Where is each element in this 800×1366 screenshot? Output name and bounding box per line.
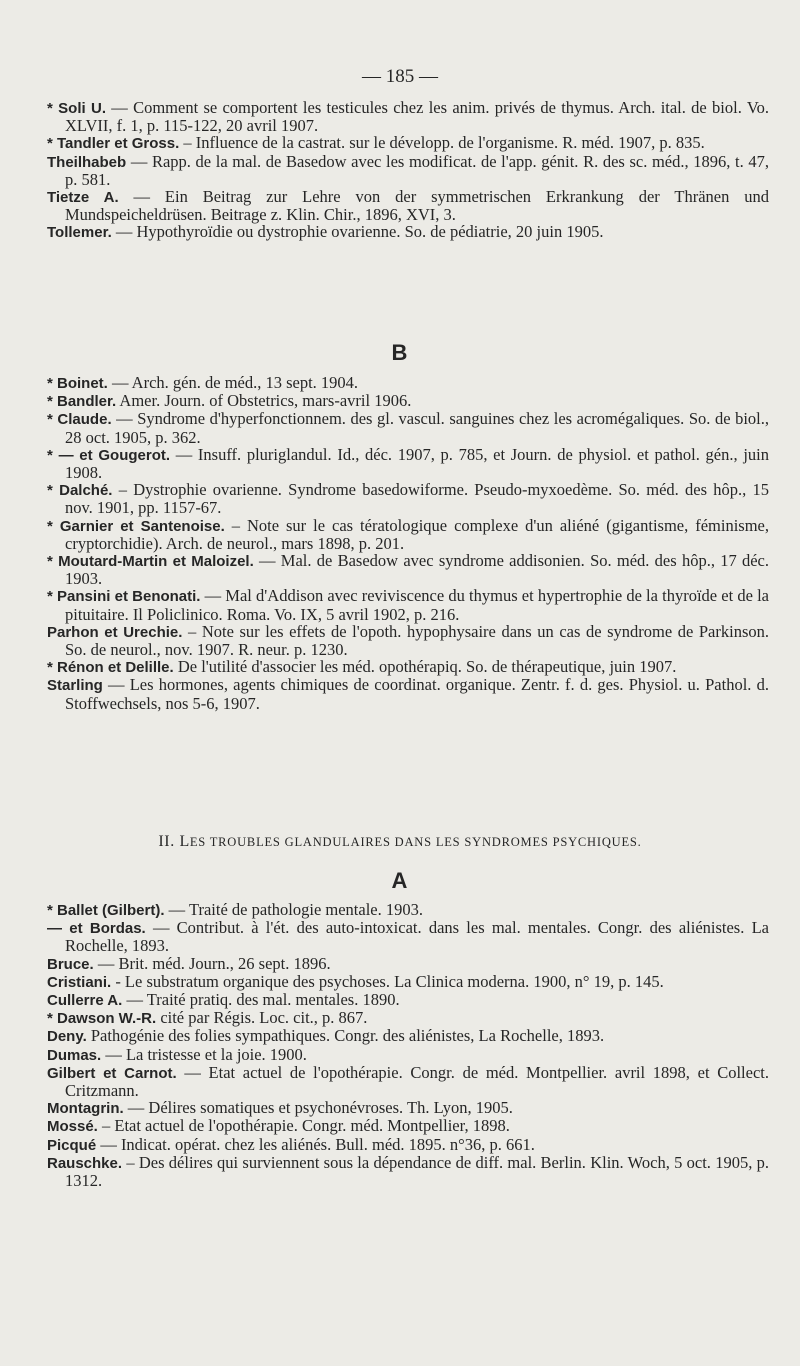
page-number: — 185 — xyxy=(362,66,438,87)
bibliography-entry xyxy=(47,901,769,919)
reference-text: Amer. Journ. of Obstetrics, mars-avril 1906. xyxy=(116,391,412,411)
bibliography-entry xyxy=(47,1099,769,1117)
author-name: * Pansini et Benonati. xyxy=(47,588,201,606)
author-name: Rauschke. xyxy=(47,1154,123,1172)
reference-text: — Délires somatiques et psychonévroses. Th. Lyon, 1905. xyxy=(123,1098,513,1118)
bibliography-entry xyxy=(47,446,769,481)
author-name: Mossé. xyxy=(47,1118,98,1136)
bibliography-entry xyxy=(47,658,769,676)
author-name: * Moutard-Martin et Maloizel. xyxy=(47,553,254,571)
author-name: * Soli U. xyxy=(47,100,106,117)
author-name: * Ballet (Gilbert). xyxy=(47,902,165,919)
reference-text: — Ein Beitrag zur Lehre von der symmetrischen Erkrankung der Thränen und Mundspeicheldrüsen. Beitrage z. Klin. Chir., 1896, XVI, 3. xyxy=(65,187,769,225)
reference-text: — Mal. de Basedow avec syndrome addisonien. So. méd. des hôp., 17 déc. 1903. xyxy=(65,551,769,589)
author-name: * Garnier et Santenoise. xyxy=(47,517,225,535)
reference-text: – Note sur les effets de l'opoth. hypophysaire dans un cas de syndrome de Parkinson. So. de neurol., nov. 1907. R. neur. p. 1230. xyxy=(65,621,770,660)
author-name: * Claude. xyxy=(47,411,112,429)
bibliography-entry xyxy=(47,991,769,1009)
author-name: * Dawson W.-R. xyxy=(47,1010,157,1028)
reference-text: — Syndrome d'hyperfonctionnem. des gl. vascul. sanguines chez les acromégaliques. So. de biol., 28 oct. 1905, p. 362. xyxy=(65,409,770,447)
bibliography-entry xyxy=(47,552,769,587)
author-name: Parhon et Urechie. xyxy=(47,623,183,641)
reference-text: — Contribut. à l'ét. des auto-intoxicat. dans les mal. mentales. Congr. des aliénistes. La Rochelle, 1893. xyxy=(65,918,769,956)
bibliography-entry xyxy=(47,1064,769,1099)
bibliography-entry xyxy=(47,1046,769,1064)
bibliography-entry xyxy=(47,1117,769,1135)
bibliography-entry xyxy=(47,392,769,410)
bibliography-entry xyxy=(47,1136,769,1154)
bibliography-entry xyxy=(47,623,769,658)
bibliography-entry xyxy=(47,153,769,188)
author-name: * Dalché. xyxy=(47,482,113,500)
bibliography-entry xyxy=(47,410,769,445)
bibliography-entry xyxy=(47,973,769,991)
reference-text: — Traité pratiq. des mal. mentales. 1890. xyxy=(122,990,400,1010)
section-number: II. xyxy=(158,833,175,850)
author-name: — et Bordas. xyxy=(47,920,146,938)
author-name: Gilbert et Carnot. xyxy=(47,1064,177,1082)
letter-heading-b: B xyxy=(391,340,409,365)
author-name: Cullerre A. xyxy=(47,992,123,1010)
reference-text: — Etat actuel de l'opothérapie. Congr. de méd. Montpellier. avril 1898, et Collect. Critzmann. xyxy=(65,1062,769,1101)
reference-text: — Rapp. de la mal. de Basedow avec les modificat. de l'app. génit. R. des sc. méd., 1896, t. 47, p. 581. xyxy=(65,151,769,189)
bibliography-entry xyxy=(47,1154,769,1189)
author-name: * — et Gougerot. xyxy=(47,446,171,464)
author-name: Theilhabeb xyxy=(47,153,127,171)
bibliography-entry xyxy=(47,1009,769,1027)
author-name: Starling xyxy=(47,677,103,695)
bibliography-entry xyxy=(47,919,769,954)
author-name: Cristiani. xyxy=(47,973,112,991)
reference-text: – Influence de la castrat. sur le développ. de l'organisme. R. méd. 1907, p. 835. xyxy=(179,133,705,153)
author-name: Bruce. xyxy=(47,955,94,973)
bibliography-entry xyxy=(47,374,769,392)
section-title-first-letter: L xyxy=(179,833,190,850)
reference-text: — Arch. gén. de méd., 13 sept. 1904. xyxy=(107,373,359,392)
author-name: * Boinet. xyxy=(47,375,108,392)
bibliography-entry xyxy=(47,223,769,241)
bibliography-entry xyxy=(47,676,769,711)
reference-text: – Etat actuel de l'opothérapie. Congr. méd. Montpellier, 1898. xyxy=(97,1116,510,1136)
bibliography-entry xyxy=(47,99,769,134)
reference-text: cité par Régis. Loc. cit., p. 867. xyxy=(156,1008,368,1028)
reference-text: — Hypothyroïdie ou dystrophie ovarienne. So. de pédiatrie, 20 juin 1905. xyxy=(111,222,604,242)
bibliography-entry xyxy=(47,517,769,552)
bibliography-entry xyxy=(47,955,769,973)
author-name: Dumas. xyxy=(47,1046,102,1064)
author-name: Tollemer. xyxy=(47,224,112,242)
bibliography-entry xyxy=(47,188,769,223)
reference-text: Pathogénie des folies sympathiques. Congr. des aliénistes, La Rochelle, 1893. xyxy=(86,1026,605,1046)
bibliography-entry xyxy=(47,134,769,152)
section-title-text: ES TROUBLES GLANDULAIRES DANS LES SYNDROMES PSYCHIQUES. xyxy=(189,835,642,849)
bibliography-block-1 xyxy=(47,99,769,242)
reference-text: — Traité de pathologie mentale. 1903. xyxy=(164,900,423,919)
reference-text: — Insuff. pluriglandul. Id., déc. 1907, p. 785, et Journ. de physiol. et pathol. gén., juin 1908. xyxy=(65,444,769,483)
reference-text: - Le substratum organique des psychoses. La Clinica moderna. 1900, n° 19, p. 145. xyxy=(111,971,664,991)
bibliography-block-2 xyxy=(47,374,769,712)
bibliography-entry xyxy=(47,1027,769,1045)
author-name: * Tandler et Gross. xyxy=(47,135,180,153)
author-name: Picqué xyxy=(47,1136,97,1154)
author-name: * Bandler. xyxy=(47,393,117,411)
author-name: Montagrin. xyxy=(47,1100,124,1118)
reference-text: – Des délires qui surviennent sous la dépendance de diff. mal. Berlin. Klin. Woch, 5 oct. 1905, p. 1312. xyxy=(65,1152,769,1191)
reference-text: — Indicat. opérat. chez les aliénés. Bull. méd. 1895. n°36, p. 661. xyxy=(96,1134,535,1154)
reference-text: – Note sur le cas tératologique complexe d'un aliéné (gigantisme, féminisme, cryptorchidie). Arch. de neurol., mars 1898, p. 201. xyxy=(65,515,769,553)
reference-text: — La tristesse et la joie. 1900. xyxy=(101,1044,307,1064)
reference-text: De l'utilité d'associer les méd. opothérapiq. So. de thérapeutique, juin 1907. xyxy=(173,657,677,677)
bibliography-entry xyxy=(47,481,769,516)
author-name: Deny. xyxy=(47,1028,87,1046)
reference-text: — Mal d'Addison avec reviviscence du thymus et hypertrophie de la thyroïde et de la pituitaire. Il Policlinico. Roma. Vo. IX, 5 avril 1902, p. 216. xyxy=(65,586,769,624)
author-name: Tietze A. xyxy=(47,189,119,207)
author-name: * Rénon et Delille. xyxy=(47,659,174,677)
letter-heading-a: A xyxy=(391,868,409,893)
reference-text: – Dystrophie ovarienne. Syndrome basedowiforme. Pseudo-myxoedème. So. méd. des hôp., 15 nov. 1901, pp. 1157-67. xyxy=(65,480,769,518)
section-title xyxy=(0,833,800,851)
reference-text: — Les hormones, agents chimiques de coordinat. organique. Zentr. f. d. ges. Physiol. u. Pathol. d. Stoffwechsels, nos 5-6, 1907. xyxy=(65,675,769,713)
bibliography-block-3 xyxy=(47,901,769,1189)
reference-text: — Brit. méd. Journ., 26 sept. 1896. xyxy=(93,953,331,973)
bibliography-entry xyxy=(47,587,769,622)
reference-text: — Comment se comportent les testicules chez les anim. privés de thymus. Arch. ital. de biol. Vo. XLVII, f. 1, p. 115-122, 20 avril 1907. xyxy=(65,98,769,136)
